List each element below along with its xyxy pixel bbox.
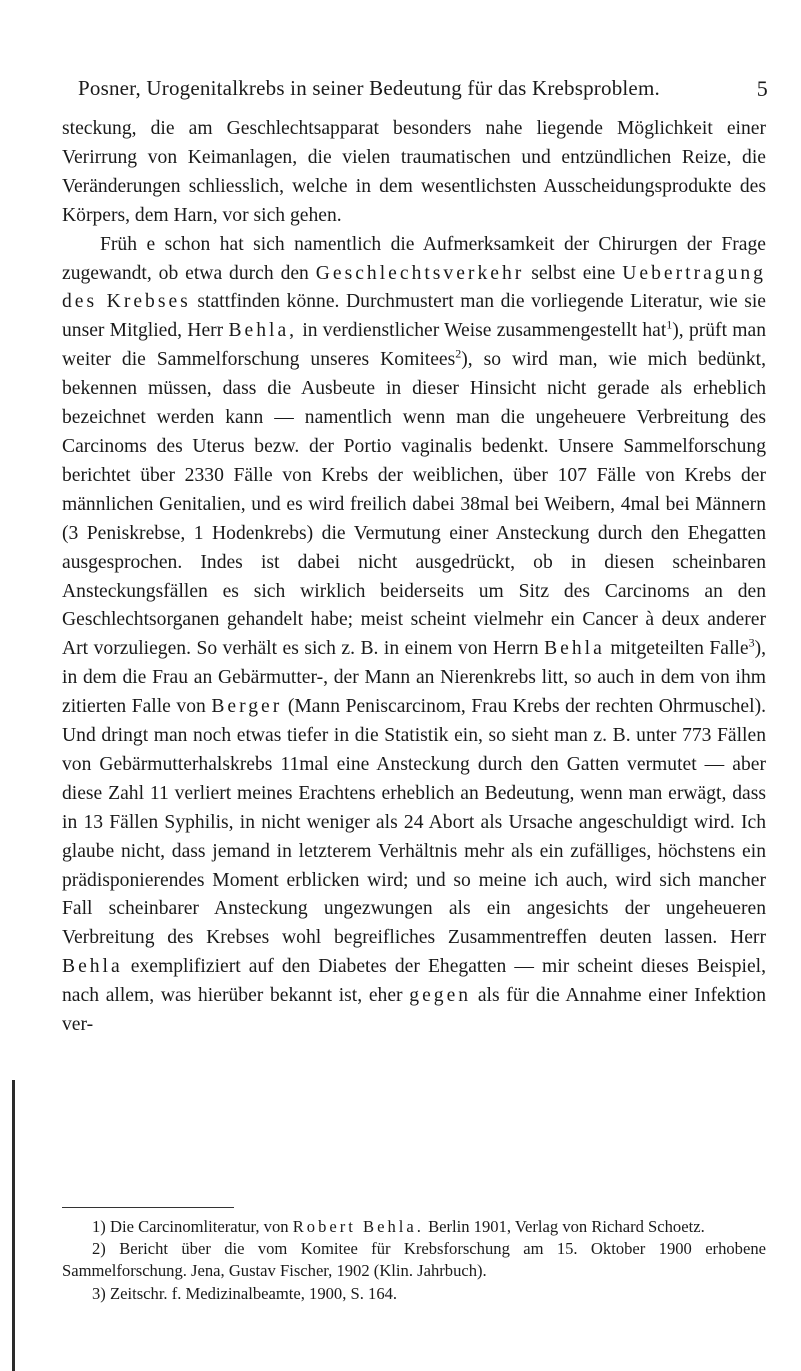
emphasis-behla-1: Behla, xyxy=(228,320,298,342)
paragraph-1 xyxy=(62,115,766,231)
p2-part-k: als für die Annahme einer Infektion ver- xyxy=(62,985,766,1036)
footnote-3-marker: 3) xyxy=(92,1283,106,1303)
emphasis-geschlechtsverkehr: Geschlechtsverkehr xyxy=(315,262,525,284)
p2-part-d: in verdienstlicher Weise zusammengestellt hat xyxy=(302,320,667,342)
footnote-3 xyxy=(62,1283,766,1305)
emphasis-uebertragung: Uebertragung des Krebses xyxy=(62,262,766,313)
footnote-1-author: Robert Behla. xyxy=(292,1217,424,1236)
p2-part-i: (Mann Peniscarcinom, Frau Krebs der rechten Ohrmuschel). Und dringt man noch etwas tiefer in die Statistik ein, so sieht man z. B. unter 773 Fällen von Gebärmutterhalskrebs 11mal eine Ansteckung durch den Gatten vermutet — aber diese Zahl 11 verliert meines Erachtens erheblich an Bedeutung, wenn man erwägt, dass in 13 Fällen Syphilis, in nicht weniger als 24 Abort als Ursache angeschuldigt wird. Ich glaube nicht, dass jemand in letzterem Verhältnis mehr als ein zufälliges, höchstens ein prädisponierendes Moment erblicken wird; und so meine ich auch, wird sich mancher Fall scheinbarer Ansteckung ungezwungen als ein angesichts der ungeheueren Verbreitung des Krebses wohl begreifliches Zusammentreffen deuten lassen. Herr xyxy=(62,696,767,949)
footnote-1-marker: 1) xyxy=(92,1217,106,1236)
p2-part-e: ), prüft man weiter die Sammelforschung unseres Komitees xyxy=(62,320,767,371)
body-text xyxy=(62,115,766,1040)
footnote-2 xyxy=(62,1238,766,1282)
footnote-3-text: Zeitschr. f. Medizinalbeamte, 1900, S. 164. xyxy=(109,1283,398,1303)
footnote-ref-3[interactable]: 3 xyxy=(748,635,755,650)
p2-part-c: stattfinden könne. Durchmustert man die vorliegende Literatur, wie sie unser Mitglied, Herr xyxy=(62,291,766,342)
p2-part-h: ), in dem die Frau an Gebärmutter-, der Mann an Nierenkrebs litt, so auch in dem von ihm zitierten Falle von xyxy=(62,638,767,718)
p2-part-g: mitgeteilten Falle xyxy=(610,638,749,660)
paragraph-1-text: steckung, die am Geschlechtsapparat besonders nahe liegende Möglichkeit einer Verirrung von Keimanlagen, die vielen traumatischen und entzündlichen Reize, die Veränderungen schliesslich, welche in dem wesentlichsten Ausscheidungsprodukte des Körpers, dem Harn, vor sich gehen. xyxy=(62,118,766,226)
footnote-ref-2[interactable]: 2 xyxy=(455,346,462,361)
paragraph-2 xyxy=(62,231,766,1040)
p2-part-j: exemplifiziert auf den Diabetes der Ehegatten — mir scheint dieses Beispiel, nach allem, was hierüber bekannt ist, eher xyxy=(62,956,767,1007)
footnotes xyxy=(62,1216,766,1305)
emphasis-behla-2: Behla xyxy=(544,638,605,660)
page-number: 5 xyxy=(756,76,768,101)
footnote-divider xyxy=(62,1207,234,1208)
footnote-ref-1[interactable]: 1 xyxy=(666,317,673,332)
footnote-2-marker: 2) xyxy=(92,1239,106,1259)
p2-part-b: selbst eine xyxy=(531,262,616,284)
footnote-1 xyxy=(62,1216,766,1238)
footnote-1-pre: Die Carcinomliteratur, von xyxy=(109,1217,289,1236)
p2-part-a: Früh e schon hat sich namentlich die Aufmerksamkeit der Chirurgen der Frage zugewandt, ob etwa durch den xyxy=(62,233,766,284)
emphasis-behla-3: Behla xyxy=(62,956,123,978)
p2-part-f: ), so wird man, wie mich bedünkt, bekennen müssen, dass die Ausbeute in dieser Hinsicht nicht gerade als erheblich bezeichnet werden kann — namentlich wenn man die ungeheuere Verbreitung des Carcinoms des Uterus bezw. der Portio vaginalis bedenkt. Unsere Sammelforschung berichtet über 2330 Fälle von Krebs der weiblichen, über 107 Fälle von Krebs der männlichen Genitalien, und es wird freilich dabei 38mal bei Weibern, 4mal bei Männern (3 Peniskrebse, 1 Hodenkrebs) die Vermutung einer Ansteckung durch den Ehegatten ausgesprochen. Indes ist dabei nicht ausgedrückt, ob in diesen scheinbaren Ansteckungsfällen es sich wirklich beiderseits um Sitz des Carcinoms an den Geschlechtsorganen gehandelt habe; meist scheint vielmehr ein Cancer à deux anderer Art vorzuliegen. So verhält es sich z. B. in einem von Herrn xyxy=(62,349,766,660)
running-head xyxy=(78,76,768,104)
page-edge-line xyxy=(12,1080,15,1371)
footnote-1-post: Berlin 1901, Verlag von Richard Schoetz. xyxy=(428,1217,705,1236)
emphasis-berger: Berger xyxy=(211,696,283,718)
footnote-2-text: Bericht über die vom Komitee für Krebsforschung am 15. Oktober 1900 erhobene Sammelforschung. Jena, Gustav Fischer, 1902 (Klin. Jahrbuch). xyxy=(62,1239,766,1281)
running-head-title: Posner, Urogenitalkrebs in seiner Bedeutung für das Krebsproblem. xyxy=(78,76,660,100)
emphasis-gegen: gegen xyxy=(409,985,472,1007)
